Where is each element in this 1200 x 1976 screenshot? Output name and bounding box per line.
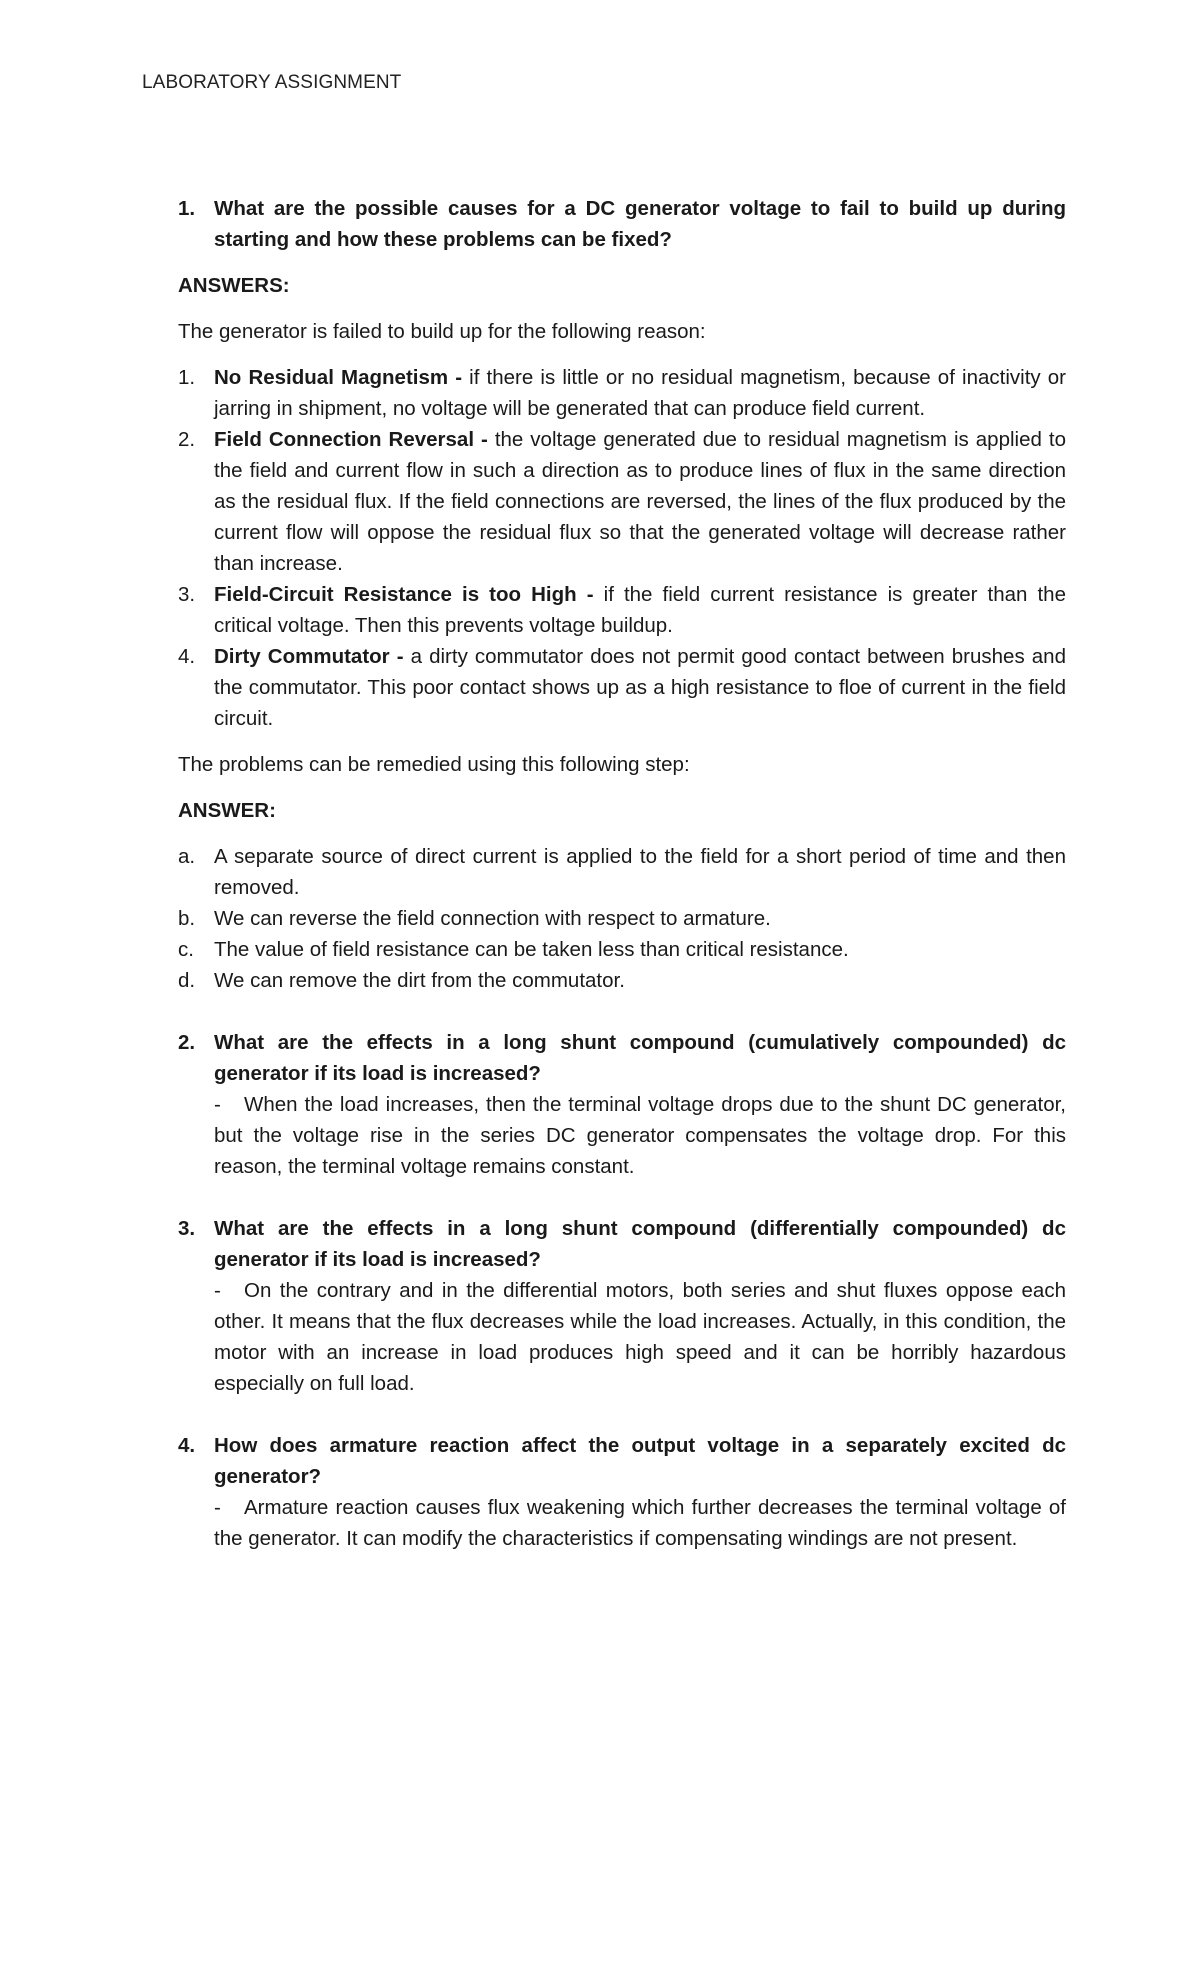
question-4 — [178, 1430, 1066, 1554]
question-number: 3. — [178, 1217, 196, 1240]
document-body — [178, 193, 1066, 1554]
list-item — [178, 424, 1066, 579]
reason-text: the voltage generated due to residual magnetism is applied to the field and current flow in such a direction as to produce lines of flux in the same direction as the residual flux. If the field connections are reversed, the lines of the flux produced by the current flow will oppose the residual flux so that the generated voltage will decrease rather than increase. — [214, 428, 1066, 575]
question-number: 1. — [178, 197, 196, 220]
reason-text: if there is little or no residual magnetism, because of inactivity or jarring in shipment, no voltage will be generated that can produce field current. — [214, 366, 1066, 420]
question-number: 2. — [178, 1031, 196, 1054]
list-marker: 4. — [178, 645, 196, 668]
question-1 — [178, 193, 1066, 255]
question-2 — [178, 1027, 1066, 1182]
answer-text: - When the load increases, then the terminal voltage drops due to the shunt DC generator, but the voltage rise in the series DC generator compensates the voltage drop. For this reason, the terminal voltage remains constant. — [214, 1089, 1066, 1182]
answers-label: ANSWERS: — [178, 274, 290, 297]
answer-dash: - — [214, 1093, 221, 1116]
list-item — [178, 641, 1066, 734]
reason-term: Dirty Commutator - — [214, 645, 404, 668]
answer-text: - Armature reaction causes flux weakening which further decreases the terminal voltage of the generator. It can modify the characteristics if compensating windings are not present. — [214, 1492, 1066, 1554]
reason-text: a dirty commutator does not permit good contact between brushes and the commutator. This poor contact shows up as a high resistance to floe of current in the field circuit. — [214, 645, 1066, 730]
reason-term: Field Connection Reversal - — [214, 428, 488, 451]
answer-label: ANSWER: — [178, 799, 276, 822]
list-item — [178, 362, 1066, 424]
remedy-text: A separate source of direct current is applied to the field for a short period of time and then removed. — [214, 845, 1066, 899]
list-item — [178, 934, 1066, 965]
list-marker: c. — [178, 938, 194, 961]
list-marker: 3. — [178, 583, 196, 606]
reasons-intro: The generator is failed to build up for the following reason: — [178, 320, 706, 343]
answer-dash: - — [214, 1496, 221, 1519]
question-text: How does armature reaction affect the output voltage in a separately excited dc generator? — [214, 1434, 1066, 1488]
remedy-text: We can remove the dirt from the commutator. — [214, 969, 625, 992]
list-marker: b. — [178, 907, 196, 930]
question-3 — [178, 1213, 1066, 1399]
list-marker: 1. — [178, 366, 196, 389]
list-item — [178, 579, 1066, 641]
list-marker: 2. — [178, 428, 196, 451]
question-text: What are the effects in a long shunt compound (cumulatively compounded) dc generator if its load is increased? — [214, 1031, 1066, 1085]
question-number: 4. — [178, 1434, 196, 1457]
list-marker: a. — [178, 845, 196, 868]
remedy-text: The value of field resistance can be taken less than critical resistance. — [214, 938, 849, 961]
question-text: What are the possible causes for a DC generator voltage to fail to build up during starting and how these problems can be fixed? — [214, 197, 1066, 251]
remedy-text: We can reverse the field connection with respect to armature. — [214, 907, 771, 930]
list-marker: d. — [178, 969, 196, 992]
reason-text: if the field current resistance is greater than the critical voltage. Then this prevents voltage buildup. — [214, 583, 1066, 637]
list-item — [178, 965, 1066, 996]
reason-term: No Residual Magnetism - — [214, 366, 463, 389]
reasons-list — [178, 362, 1066, 734]
list-item — [178, 903, 1066, 934]
document-header: LABORATORY ASSIGNMENT — [142, 72, 402, 93]
reason-term: Field-Circuit Resistance is too High - — [214, 583, 594, 606]
remedy-intro: The problems can be remedied using this following step: — [178, 753, 690, 776]
remedies-list — [178, 841, 1066, 996]
answer-dash: - — [214, 1279, 221, 1302]
list-item — [178, 841, 1066, 903]
question-text: What are the effects in a long shunt compound (differentially compounded) dc generator if its load is increased? — [214, 1217, 1066, 1271]
answer-text: - On the contrary and in the differential motors, both series and shut fluxes oppose each other. It means that the flux decreases while the load increases. Actually, in this condition, the motor with an increase in load produces high speed and it can be horribly hazardous especially on full load. — [214, 1275, 1066, 1399]
